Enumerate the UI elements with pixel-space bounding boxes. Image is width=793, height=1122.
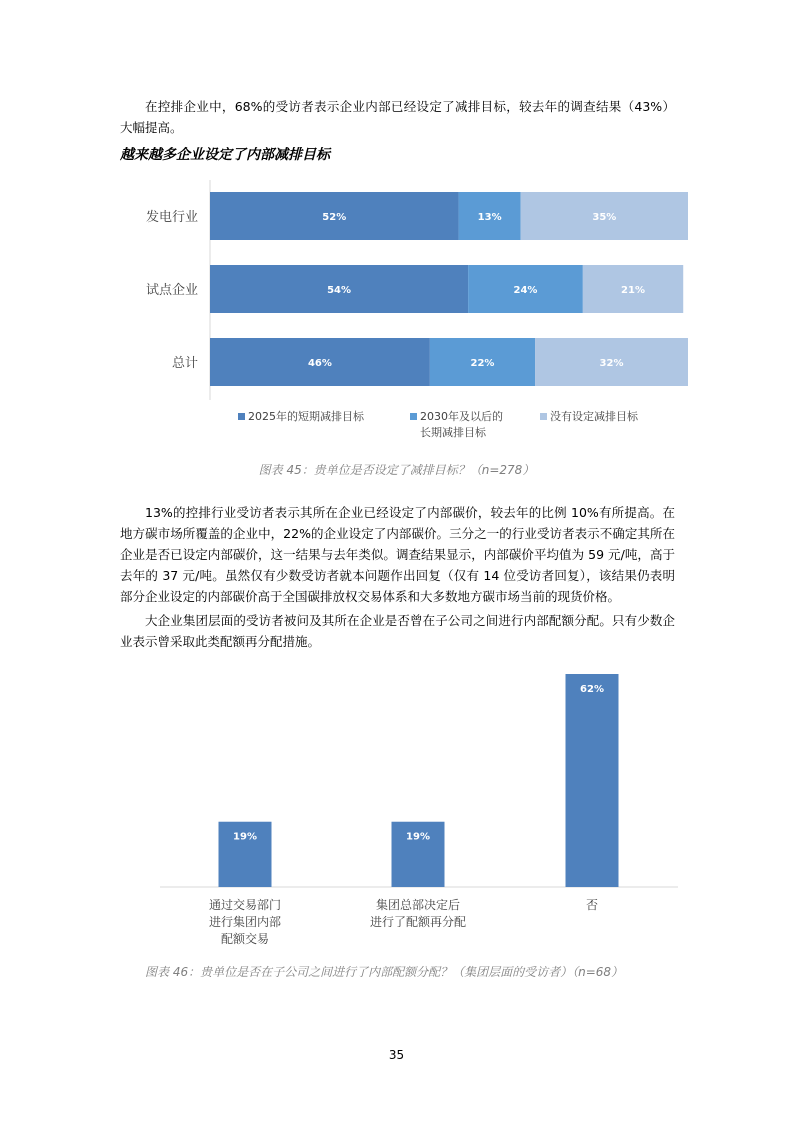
legend-label: 2030年及以后的 [420, 410, 503, 423]
data-label: 19% [406, 831, 430, 843]
section-title: 越来越多企业设定了内部减排目标 [120, 147, 330, 163]
chart46-caption: 图表 46：贵单位是否在子公司之间进行了内部配额分配？（集团层面的受访者）（n=68） [145, 965, 624, 979]
legend-label: 长期减排目标 [420, 426, 486, 439]
legend-label: 没有设定减排目标 [550, 410, 638, 423]
category-label: 进行了配额再分配 [369, 915, 467, 929]
vertical-bar-chart [120, 665, 720, 955]
category-label: 试点企业 [145, 283, 198, 298]
category-label: 配额交易 [220, 932, 270, 946]
page-number: 35 [388, 1048, 405, 1062]
data-label: 22% [470, 358, 495, 369]
group-allocation-paragraph: 大企业集团层面的受访者被问及其所在企业是否曾在子公司之间进行内部配额分配。只有少数企业表示曾采取此类配额再分配措施。 [120, 613, 675, 649]
data-label: 54% [327, 285, 352, 296]
data-label: 52% [322, 212, 347, 223]
legend-marker [410, 413, 417, 420]
stacked-bar-chart [120, 170, 720, 455]
category-label: 否 [585, 898, 599, 912]
category-label: 总计 [171, 356, 198, 371]
data-label: 19% [233, 831, 257, 843]
chart45-caption: 图表 45：贵单位是否设定了减排目标？（n=278） [258, 463, 535, 477]
legend-marker [238, 413, 245, 420]
carbon-price-paragraph: 13%的控排行业受访者表示其所在企业已经设定了内部碳价，较去年的比例 10%有所提高。在地方碳市场所覆盖的企业中，22%的企业设定了内部碳价。三分之一的行业受访者表示不确定其所在企业是否已设定内部碳价，这一结果与去年类似。调查结果显示，内部碳价平均值为 59 元/吨，高于去年的 37 元/吨。虽然仅有少数受访者就本问题作出回复（仅有 14 位受访者回复），该结果仍表明部分企业设定的内部碳价高于全国碳排放权交易体系和大多数地方碳市场当前的现货价格。 [120, 505, 675, 604]
category-label: 通过交易部门 [208, 898, 282, 912]
data-label: 35% [592, 212, 617, 223]
bar [566, 674, 619, 887]
category-label: 集团总部决定后 [375, 898, 461, 912]
data-label: 13% [477, 212, 502, 223]
data-label: 62% [580, 684, 604, 695]
intro-paragraph: 在控排企业中，68%的受访者表示企业内部已经设定了减排目标，较去年的调查结果（43%）大幅提高。 [120, 99, 675, 135]
legend-label: 2025年的短期减排目标 [248, 410, 364, 423]
category-label: 进行集团内部 [208, 915, 282, 929]
category-label: 发电行业 [145, 210, 198, 225]
data-label: 46% [307, 358, 332, 369]
data-label: 24% [513, 285, 538, 296]
data-label: 21% [621, 285, 645, 296]
data-label: 32% [599, 358, 624, 369]
legend-marker [540, 413, 547, 420]
